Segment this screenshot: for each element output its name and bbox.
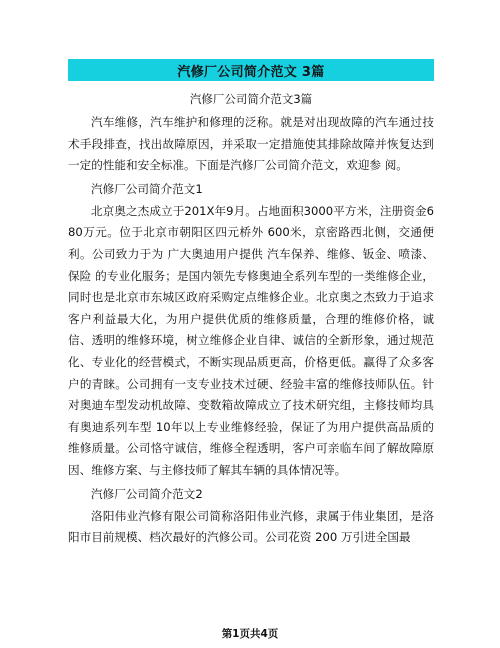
document-subtitle: 汽修厂公司简介范文3篇	[189, 92, 313, 106]
page-number: 第1页共4页	[221, 628, 279, 640]
document-body	[68, 88, 434, 549]
title-banner	[68, 59, 434, 81]
section-2-heading: 汽修厂公司简介范文2	[91, 486, 203, 501]
document-title: 汽修厂公司简介范文 3篇	[177, 64, 325, 80]
section-1-paragraph: 北京奥之杰成立于201X年9月。占地面积3000平方米，注册资金680万元。位于北京市朝阳区四元桥外 600米，京密路西北侧，交通便利。公司致力于为 广大奥迪用户提供 汽车保养、维修、钣金、喷漆、保险 的专业化服务；是国内领先专修奥迪全系列车型的一类维修企业，同时也是北京市东城区政府采购定点维修企业。北京奥之杰致力于追求客户利益最大化，为用户提供优质的维修质量，合理的维修价格，诚信、透明的维修环境，树立维修企业自律、诚信的全新形象，通过规范化、专业化的经营模式，不断实现品质更高，价格更低。赢得了众多客户的青睐。公司拥有一支专业技术过硬、经验丰富的维修技师队伍。针对奥迪车型发动机故障、变数箱故障成立了技术研究组，主修技师均具有奥迪系列车型 10年以上专业维修经验，保证了为用户提供高品质的维修质量。公司恪守诚信，维修全程透明，客户可亲临车间了解故障原因、维修方案、与主修技师了解其车辆的具体情况等。	[68, 203, 434, 477]
section-1-heading: 汽修厂公司简介范文1	[91, 181, 203, 196]
intro-paragraph: 汽车维修，汽车维护和修理的泛称。就是对出现故障的汽车通过技术手段排查，找出故障原因，并采取一定措施使其排除故障并恢复达到一定的性能和安全标准。下面是汽修厂公司简介范文，欢迎参 阅。	[68, 115, 434, 173]
section-2-paragraph: 洛阳伟业汽修有限公司简称洛阳伟业汽修，隶属于伟业集团，是洛阳市目前规模、档次最好的汽修公司。公司花资 200 万引进全国最	[68, 508, 434, 545]
